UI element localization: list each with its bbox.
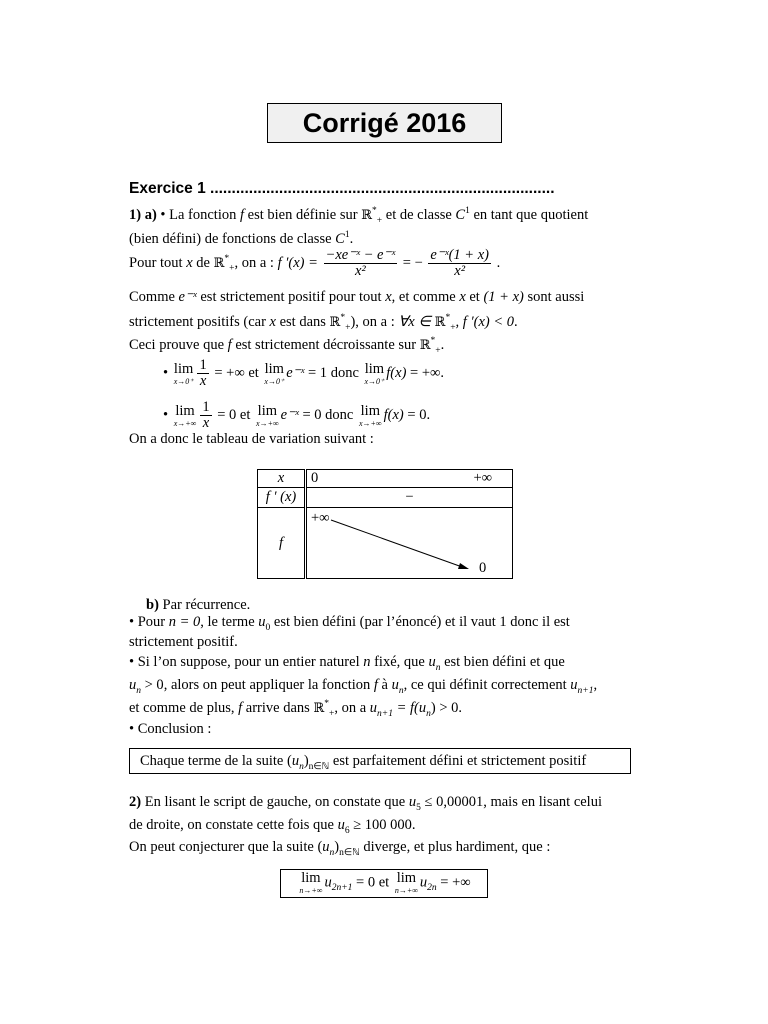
limits-at-zero: • lim x→0⁺ $\frac{1}{x}$ = +∞ et lim x→0⁺ e⁻ˣ = 1 donc lim x→0⁺ f(x) = +∞. [163,357,444,389]
q2-label: 2) [129,794,142,810]
table-intro: On a donc le tableau de variation suivant : [129,431,374,447]
derivative-fraction-1: $\frac{\text{−xe⁻ˣ − e⁻ˣ}}{\text{x²}}$ [325,247,396,279]
q1a-line4: Comme e⁻ˣ est strictement positif pour tout x, et comme x et (1 + x) sont aussi [129,289,585,305]
q1b-line1: • Pour n = 0, le terme $u_0$ est bien défini (par l’énoncé) et il vaut 1 donc il est [129,614,570,633]
q2-line3: On peut conjecturer que la suite $(u_n)_{n\in ℕ}$ diverge, et plus hardiment, que : [129,839,551,858]
q1b-line2: strictement positif. [129,634,238,650]
table-f-top: +∞ [311,510,330,526]
page-title: Corrigé 2016 [267,103,502,143]
exercise-heading: Exercice 1 ................................................................................ [129,180,555,197]
q1a-line5: strictement positifs (car x est dans ℝ*$_+$), on a : ∀x ∈ ℝ*$_+$, f ′(x) < 0. [129,313,518,333]
q1a-line1: 1) a) • La fonction f est bien définie sur ℝ*$_+$ et de classe $C^1$ en tant que quotient [129,206,589,226]
q1b-heading: b) Par récurrence. [146,597,251,613]
table-fprime-sign: − [405,489,414,505]
q2-line1: 2) En lisant le script de gauche, on constate que $u_5 \le 0,00001$, mais en lisant celui [129,794,602,813]
table-f-bottom: 0 [479,560,487,576]
q1b-line4: $u_n > 0$, alors on peut appliquer la fonction f à $u_n$, ce qui définit correctement $u_{n+1}$, [129,677,598,696]
table-fprime-label: f ′ (x) [265,489,297,505]
q1b-conclusion: • Conclusion : [129,721,212,737]
q1a-derivative-line: Pour tout x de ℝ*$_+$, on a : f ′(x) = $\frac{\text{−xe⁻ˣ − e⁻ˣ}}{\text{x²}}$ = − $\frac{\text{e⁻ˣ(1 + x)}}{\text{x²}}$ . [129,247,501,279]
table-x-label: x [277,470,285,486]
limits-at-infinity: • lim x→+∞ $\frac{1}{x}$ = 0 et lim x→+∞ e⁻ˣ = 0 donc lim x→+∞ f(x) = 0. [163,399,431,431]
table-f-label: f [278,534,284,551]
derivative-fraction-2: $\frac{\text{e⁻ˣ(1 + x)}}{\text{x²}}$ [430,247,489,279]
table-x-start: 0 [311,470,319,486]
q2-line2: de droite, on constate cette fois que $u_6 \ge 100$ 000. [129,817,416,836]
q1a-label: 1) a) [129,207,157,223]
q1b-line3: • Si l’on suppose, pour un entier naturel n fixé, que $u_n$ est bien défini et que [129,654,565,673]
q1a-line6: Ceci prouve que f est strictement décroissante sur ℝ*$_+$. [129,336,445,356]
conclusion-box: Chaque terme de la suite $(u_n)_{n\in ℕ}$ est parfaitement défini et strictement positif [129,748,631,774]
q1a-line2: (bien défini) de fonctions de classe $C^1$. [129,230,354,247]
table-x-end: +∞ [473,470,492,486]
variation-table [257,469,513,579]
conjecture-box: lim n→+∞ $u_{2n+1} = 0$ et lim n→+∞ $u_{2n}$ = +∞ [280,869,488,898]
q1b-line5: et comme de plus, f arrive dans ℝ*$_+$, on a $u_{n+1} = f(u_n) > 0$. [129,699,463,719]
